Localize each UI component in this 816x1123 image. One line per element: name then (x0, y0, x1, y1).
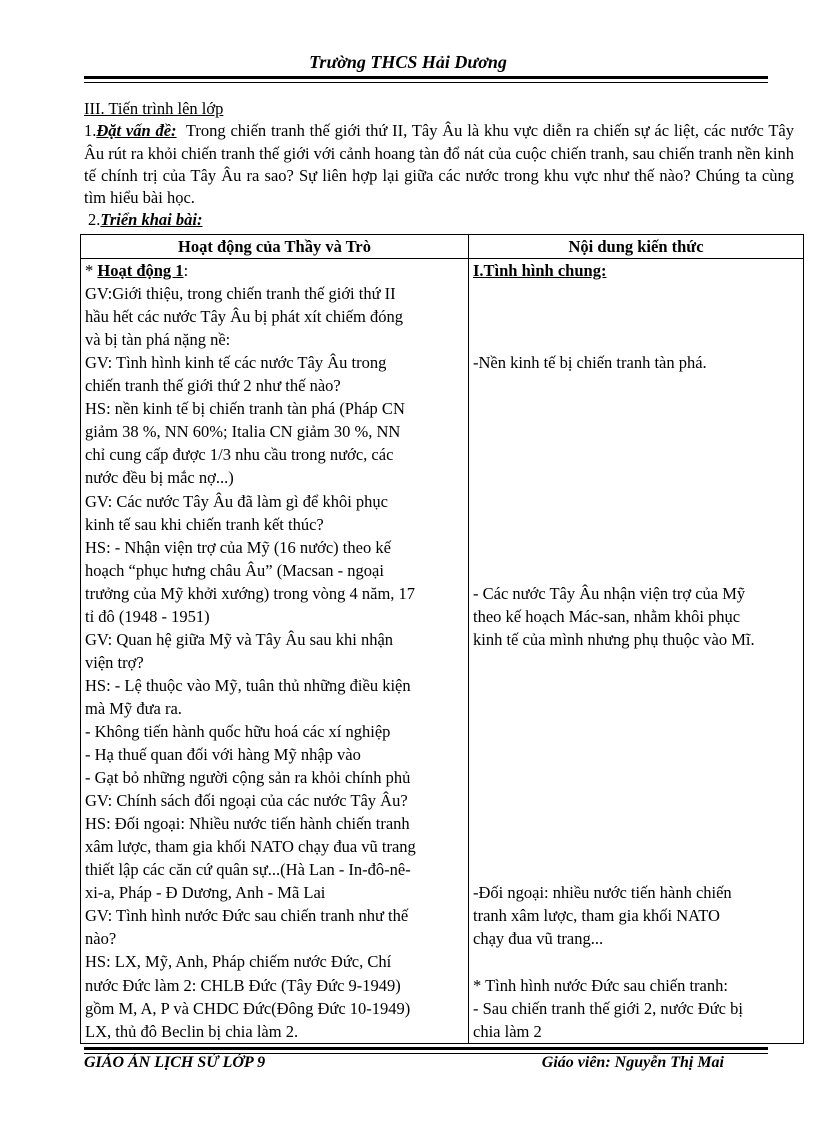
content-line (473, 766, 799, 789)
content-cell (469, 259, 804, 1044)
activity-line: - Gạt bỏ những người cộng sản ra khỏi chính phủ (85, 768, 411, 788)
deploy-number: 2. (88, 210, 101, 230)
content-line (473, 835, 799, 858)
activity-colon: : (183, 261, 189, 281)
content-line (473, 443, 799, 466)
activity-line: thiết lập các căn cứ quân sự...(Hà Lan - In-đô-nê- (85, 860, 411, 880)
activity-line: GV: Tình hình nước Đức sau chiến tranh như thế (85, 906, 409, 926)
content-line (473, 490, 799, 513)
content-line (473, 812, 799, 835)
activity-line: mà Mỹ đưa ra. (85, 698, 182, 718)
table-header-row (81, 235, 804, 259)
activity-line: chiến tranh thế giới thứ 2 như thế nào? (85, 376, 341, 396)
content-line: -Đối ngoại: nhiều nước tiến hành chiến (473, 883, 732, 903)
activity-prefix: * (85, 261, 98, 281)
footer-course: GIÁO ÁN LỊCH SỬ LỚP 9 (84, 1054, 266, 1071)
content-line (473, 466, 799, 489)
activity-line: GV: Các nước Tây Âu đã làm gì để khôi phục (85, 491, 388, 511)
content-line: chia làm 2 (473, 1021, 542, 1041)
content-line (473, 858, 799, 881)
section-title: . Tiến trình lên lớp (100, 99, 224, 118)
activity-line: và bị tàn phá nặng nề: (85, 330, 231, 350)
content-line (473, 743, 799, 766)
content-line (473, 559, 799, 582)
intro-text: Trong chiến tranh thế giới thứ II, Tây Âu là khu vực diễn ra chiến sự ác liệt, các nước Tây Âu rút ra khỏi chiến tranh thế giới với cảnh hoang tàn đổ nát của cuộc chiến tranh, sau chiến tranh nền kinh tế chính trị của Tây Âu ra sao? Sự liên hợp lại giữa các nước trong khu vực như thế nào? Chúng ta cùng tìm hiểu bài học. (84, 121, 795, 208)
content-line (473, 720, 799, 743)
activity-line: GV:Giới thiệu, trong chiến tranh thế giới thứ II (85, 284, 396, 304)
deploy-label: Triển khai bài: (100, 210, 203, 230)
footer-rule-thick (84, 1047, 768, 1050)
activity-line: hoạch “phục hưng châu Âu” (Macsan - ngoại (85, 560, 384, 580)
footer-teacher: Giáo viên: Nguyễn Thị Mai (541, 1054, 724, 1071)
content-line: theo kế hoạch Mác-san, nhằm khôi phục (473, 606, 741, 626)
activity-line: nào? (85, 929, 117, 949)
activity-line: xi-a, Pháp - Đ Dương, Anh - Mã Lai (85, 883, 326, 903)
activity-line: chỉ cung cấp được 1/3 nhu cầu trong nước, các (85, 445, 394, 465)
header-school-title: Trường THCS Hải Dương (309, 52, 507, 72)
section-heading (84, 98, 794, 120)
content-line (473, 282, 799, 305)
header-rule-thin (84, 82, 768, 83)
activity-line: - Không tiến hành quốc hữu hoá các xí nghiệp (85, 721, 391, 741)
activity-line: gồm M, A, P và CHDC Đức(Đông Đức 10-1949) (85, 998, 411, 1018)
content-line (473, 674, 799, 697)
activity-line: HS: nền kinh tế bị chiến tranh tàn phá (Pháp CN (85, 399, 405, 419)
activity-line: viện trợ? (85, 652, 144, 672)
activity-line: HS: - Nhận viện trợ của Mỹ (16 nước) theo kế (85, 537, 391, 557)
content-line (473, 305, 799, 328)
content-line: tranh xâm lược, tham gia khối NATO (473, 906, 720, 926)
header-rule-thick (84, 76, 768, 79)
content-line: chạy đua vũ trang... (473, 929, 604, 949)
content-line (473, 950, 799, 973)
activities-cell (81, 259, 469, 1044)
activity-line: tỉ đô (1948 - 1951) (85, 606, 210, 626)
lesson-table (80, 234, 804, 1044)
content-line (473, 397, 799, 420)
content-line (473, 651, 799, 674)
intro-lead: Đặt vấn đề: (96, 121, 177, 141)
activity-line: - Hạ thuế quan đối với hàng Mỹ nhập vào (85, 745, 361, 765)
activity-line: hầu hết các nước Tây Âu bị phát xít chiếm đóng (85, 307, 403, 327)
table-row (81, 259, 804, 1044)
activity-line: trưởng của Mỹ khởi xướng) trong vòng 4 năm, 17 (85, 583, 416, 603)
content-line: kinh tế của mình nhưng phụ thuộc vào Mĩ. (473, 629, 755, 649)
header-activities: Hoạt động của Thầy và Trò (81, 235, 469, 259)
document-body (84, 98, 794, 232)
content-section-title: I.Tình hình chung: (473, 261, 607, 281)
activity-line: nước Đức làm 2: CHLB Đức (Tây Đức 9-1949) (85, 975, 401, 995)
content-line (473, 513, 799, 536)
content-line (473, 789, 799, 812)
content-line: -Nền kinh tế bị chiến tranh tàn phá. (473, 353, 707, 373)
content-line (473, 328, 799, 351)
deploy-heading (88, 209, 794, 231)
intro-number: 1. (84, 121, 97, 141)
content-line (473, 536, 799, 559)
activity-line: HS: Đối ngoại: Nhiều nước tiến hành chiến tranh (85, 814, 410, 834)
activities-lines (85, 282, 464, 1043)
content-line (473, 420, 799, 443)
content-line (473, 374, 799, 397)
section-number: III (84, 99, 101, 118)
activity-title: Hoạt động 1 (97, 261, 184, 281)
content-line: - Sau chiến tranh thế giới 2, nước Đức bị (473, 998, 743, 1018)
header-content: Nội dung kiến thức (469, 235, 804, 259)
activity-heading (85, 259, 464, 282)
activity-line: HS: - Lệ thuộc vào Mỹ, tuân thủ những điều kiện (85, 675, 411, 695)
activity-line: giảm 38 %, NN 60%; Italia CN giảm 30 %, NN (85, 422, 401, 442)
activity-line: LX, thủ đô Beclin bị chia làm 2. (85, 1021, 299, 1041)
intro-paragraph (84, 120, 794, 209)
content-line: - Các nước Tây Âu nhận viện trợ của Mỹ (473, 583, 746, 603)
activity-line: GV: Quan hệ giữa Mỹ và Tây Âu sau khi nhận (85, 629, 394, 649)
activity-line: GV: Tình hình kinh tế các nước Tây Âu trong (85, 353, 387, 373)
activity-line: xâm lược, tham gia khối NATO chạy đua vũ trang (85, 837, 416, 857)
content-line (473, 697, 799, 720)
content-lines (473, 282, 799, 1043)
content-line: * Tình hình nước Đức sau chiến tranh: (473, 975, 728, 995)
activity-line: kinh tế sau khi chiến tranh kết thúc? (85, 514, 324, 534)
activity-line: HS: LX, Mỹ, Anh, Pháp chiếm nước Đức, Chí (85, 952, 392, 972)
activity-line: GV: Chính sách đối ngoại của các nước Tây Âu? (85, 791, 408, 811)
activity-line: nước đều bị mắc nợ...) (85, 468, 234, 488)
